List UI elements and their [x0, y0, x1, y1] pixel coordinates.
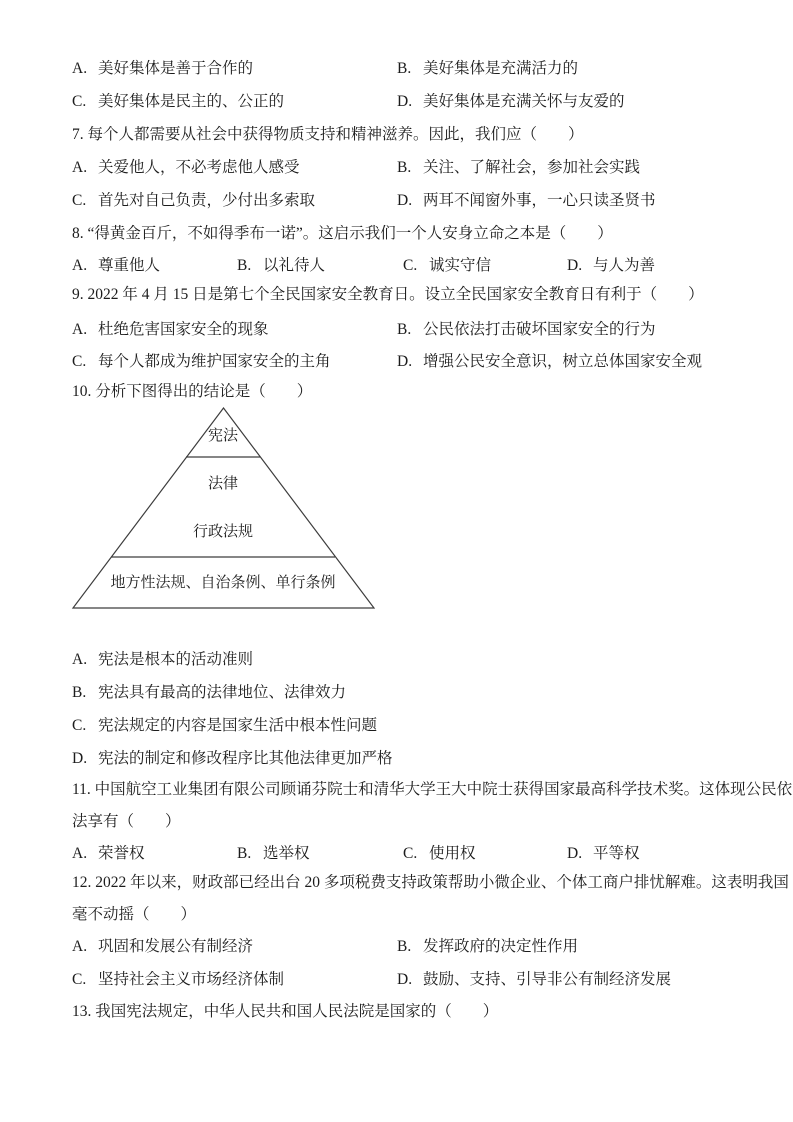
option-text: 美好集体是民主的、公正的: [98, 93, 285, 110]
option-text: 关爱他人，不必考虑他人感受: [98, 159, 300, 176]
q9-option-d: [397, 352, 702, 372]
q6-option-d: [397, 92, 625, 112]
option-text: 使用权: [429, 845, 476, 862]
q12-option-d: [397, 970, 671, 990]
option-label: D.: [567, 845, 583, 862]
option-text: 巩固和发展公有制经济: [98, 938, 254, 955]
q8-option-c: [403, 256, 491, 276]
option-label: C.: [403, 845, 418, 862]
q10-option-b: [72, 683, 346, 703]
q9-options-row-2: [0, 352, 793, 374]
pyramid-level-1-label: 宪法: [207, 428, 239, 444]
q10-option-row-c: [0, 716, 793, 738]
option-label: B.: [237, 845, 252, 862]
option-label: A.: [72, 321, 88, 338]
q9-option-a: [72, 320, 269, 340]
pyramid-level-4-label: 地方性法规、自治条例、单行条例: [110, 575, 336, 591]
q9-option-c: [72, 352, 331, 372]
option-label: D.: [397, 93, 413, 110]
option-label: D.: [397, 353, 413, 370]
option-text: 杜绝危害国家安全的现象: [98, 321, 269, 338]
pyramid-level-2-label: 法律: [207, 476, 239, 492]
option-text: 宪法的制定和修改程序比其他法律更加严格: [98, 750, 393, 767]
q10-option-c: [72, 716, 377, 736]
q12-row-line2: [0, 905, 793, 927]
q8-option-b: [237, 256, 325, 276]
q10-option-row-b: [0, 683, 793, 705]
q11-row-line2: [0, 812, 793, 834]
option-label: A.: [72, 938, 88, 955]
q11-stem-line1: 11. 中国航空工业集团有限公司顾诵芬院士和清华大学王大中院士获得国家最高科学技术奖。这体现公民依: [72, 781, 793, 798]
option-label: D.: [397, 192, 413, 209]
option-text: 首先对自己负责，少付出多索取: [98, 192, 316, 209]
option-text: 美好集体是充满活力的: [423, 60, 579, 77]
option-label: D.: [397, 971, 413, 988]
q9-row: [0, 285, 793, 307]
option-text: 宪法是根本的活动准则: [98, 651, 254, 668]
q10-option-row-d: [0, 749, 793, 771]
option-text: 发挥政府的决定性作用: [423, 938, 579, 955]
q11-option-c: [403, 844, 476, 864]
option-text: 关注、了解社会，参加社会实践: [423, 159, 641, 176]
option-label: B.: [397, 159, 412, 176]
q12-option-c: [72, 970, 284, 990]
q7-option-b: [397, 158, 640, 178]
q11-stem-line2: 法享有（ ）: [72, 813, 181, 830]
q7-option-d: [397, 191, 656, 211]
option-label: A.: [72, 651, 88, 668]
q12-stem-line2: 毫不动摇（ ）: [72, 906, 197, 923]
option-label: A.: [72, 845, 88, 862]
q7-stem: 7. 每个人都需要从社会中获得物质支持和精神滋养。因此，我们应（ ）: [72, 126, 584, 143]
option-text: 荣誉权: [98, 845, 145, 862]
option-label: C.: [72, 192, 87, 209]
q11-option-d: [567, 844, 640, 864]
option-text: 宪法规定的内容是国家生活中根本性问题: [98, 717, 378, 734]
option-label: A.: [72, 257, 88, 274]
option-label: D.: [72, 750, 88, 767]
option-label: B.: [237, 257, 252, 274]
q12-stem-line1: 12. 2022 年以来，财政部已经出台 20 多项税费支持政策帮助小微企业、个体工商户排忧解难。这表明我国: [72, 874, 789, 891]
option-label: B.: [72, 684, 87, 701]
option-text: 两耳不闻窗外事，一心只读圣贤书: [423, 192, 656, 209]
q10-option-d: [72, 749, 393, 769]
option-text: 选举权: [263, 845, 310, 862]
q8-row: [0, 224, 793, 246]
q6-options-row-2: [0, 92, 793, 114]
option-text: 增强公民安全意识，树立总体国家安全观: [423, 353, 703, 370]
pyramid-level-3-label: 行政法规: [192, 524, 254, 540]
option-text: 尊重他人: [98, 257, 161, 274]
q7-option-c: [72, 191, 315, 211]
option-text: 宪法具有最高的法律地位、法律效力: [98, 684, 347, 701]
option-label: B.: [397, 60, 412, 77]
option-label: A.: [72, 159, 88, 176]
q7-options-row-2: [0, 191, 793, 213]
option-label: A.: [72, 60, 88, 77]
q13-stem: 13. 我国宪法规定，中华人民共和国人民法院是国家的（ ）: [72, 1003, 499, 1020]
q6-option-c: [72, 92, 284, 112]
q8-option-a: [72, 256, 160, 276]
option-text: 以礼待人: [263, 257, 326, 274]
q7-row: [0, 125, 793, 147]
q11-row-line1: [0, 780, 793, 802]
q10-option-row-a: [0, 650, 793, 672]
option-label: D.: [567, 257, 583, 274]
option-text: 每个人都成为维护国家安全的主角: [98, 353, 331, 370]
q8-option-d: [567, 256, 655, 276]
q12-options-row-1: [0, 937, 793, 959]
q8-options-row: [0, 256, 793, 278]
q9-options-row-1: [0, 320, 793, 342]
option-text: 平等权: [593, 845, 640, 862]
q12-option-a: [72, 937, 253, 957]
q11-options-row: [0, 844, 793, 866]
q6-options-row-1: [0, 59, 793, 81]
q10-option-a: [72, 650, 253, 670]
q12-row-line1: [0, 873, 793, 895]
option-label: C.: [72, 353, 87, 370]
option-text: 坚持社会主义市场经济体制: [98, 971, 285, 988]
q6-option-b: [397, 59, 578, 79]
option-text: 美好集体是充满关怀与友爱的: [423, 93, 625, 110]
q11-option-b: [237, 844, 310, 864]
law-hierarchy-pyramid-diagram: [56, 403, 396, 615]
q9-option-b: [397, 320, 656, 340]
q7-options-row-1: [0, 158, 793, 180]
option-label: B.: [397, 938, 412, 955]
q12-option-b: [397, 937, 578, 957]
q10-row: [0, 382, 793, 404]
option-label: C.: [72, 971, 87, 988]
option-text: 诚实守信: [429, 257, 492, 274]
q12-options-row-2: [0, 970, 793, 992]
option-text: 公民依法打击破坏国家安全的行为: [423, 321, 656, 338]
option-label: B.: [397, 321, 412, 338]
option-label: C.: [72, 93, 87, 110]
q10-stem: 10. 分析下图得出的结论是（ ）: [72, 383, 313, 400]
option-label: C.: [72, 717, 87, 734]
q7-option-a: [72, 158, 300, 178]
q6-option-a: [72, 59, 253, 79]
q8-stem: 8. “得黄金百斤，不如得季布一诺”。这启示我们一个人安身立命之本是（ ）: [72, 225, 613, 242]
q11-option-a: [72, 844, 145, 864]
q9-stem: 9. 2022 年 4 月 15 日是第七个全民国家安全教育日。设立全民国家安全教育日有利于（ ）: [72, 286, 704, 303]
option-text: 与人为善: [593, 257, 656, 274]
q13-row: [0, 1002, 793, 1024]
option-label: C.: [403, 257, 418, 274]
option-text: 鼓励、支持、引导非公有制经济发展: [423, 971, 672, 988]
option-text: 美好集体是善于合作的: [98, 60, 254, 77]
